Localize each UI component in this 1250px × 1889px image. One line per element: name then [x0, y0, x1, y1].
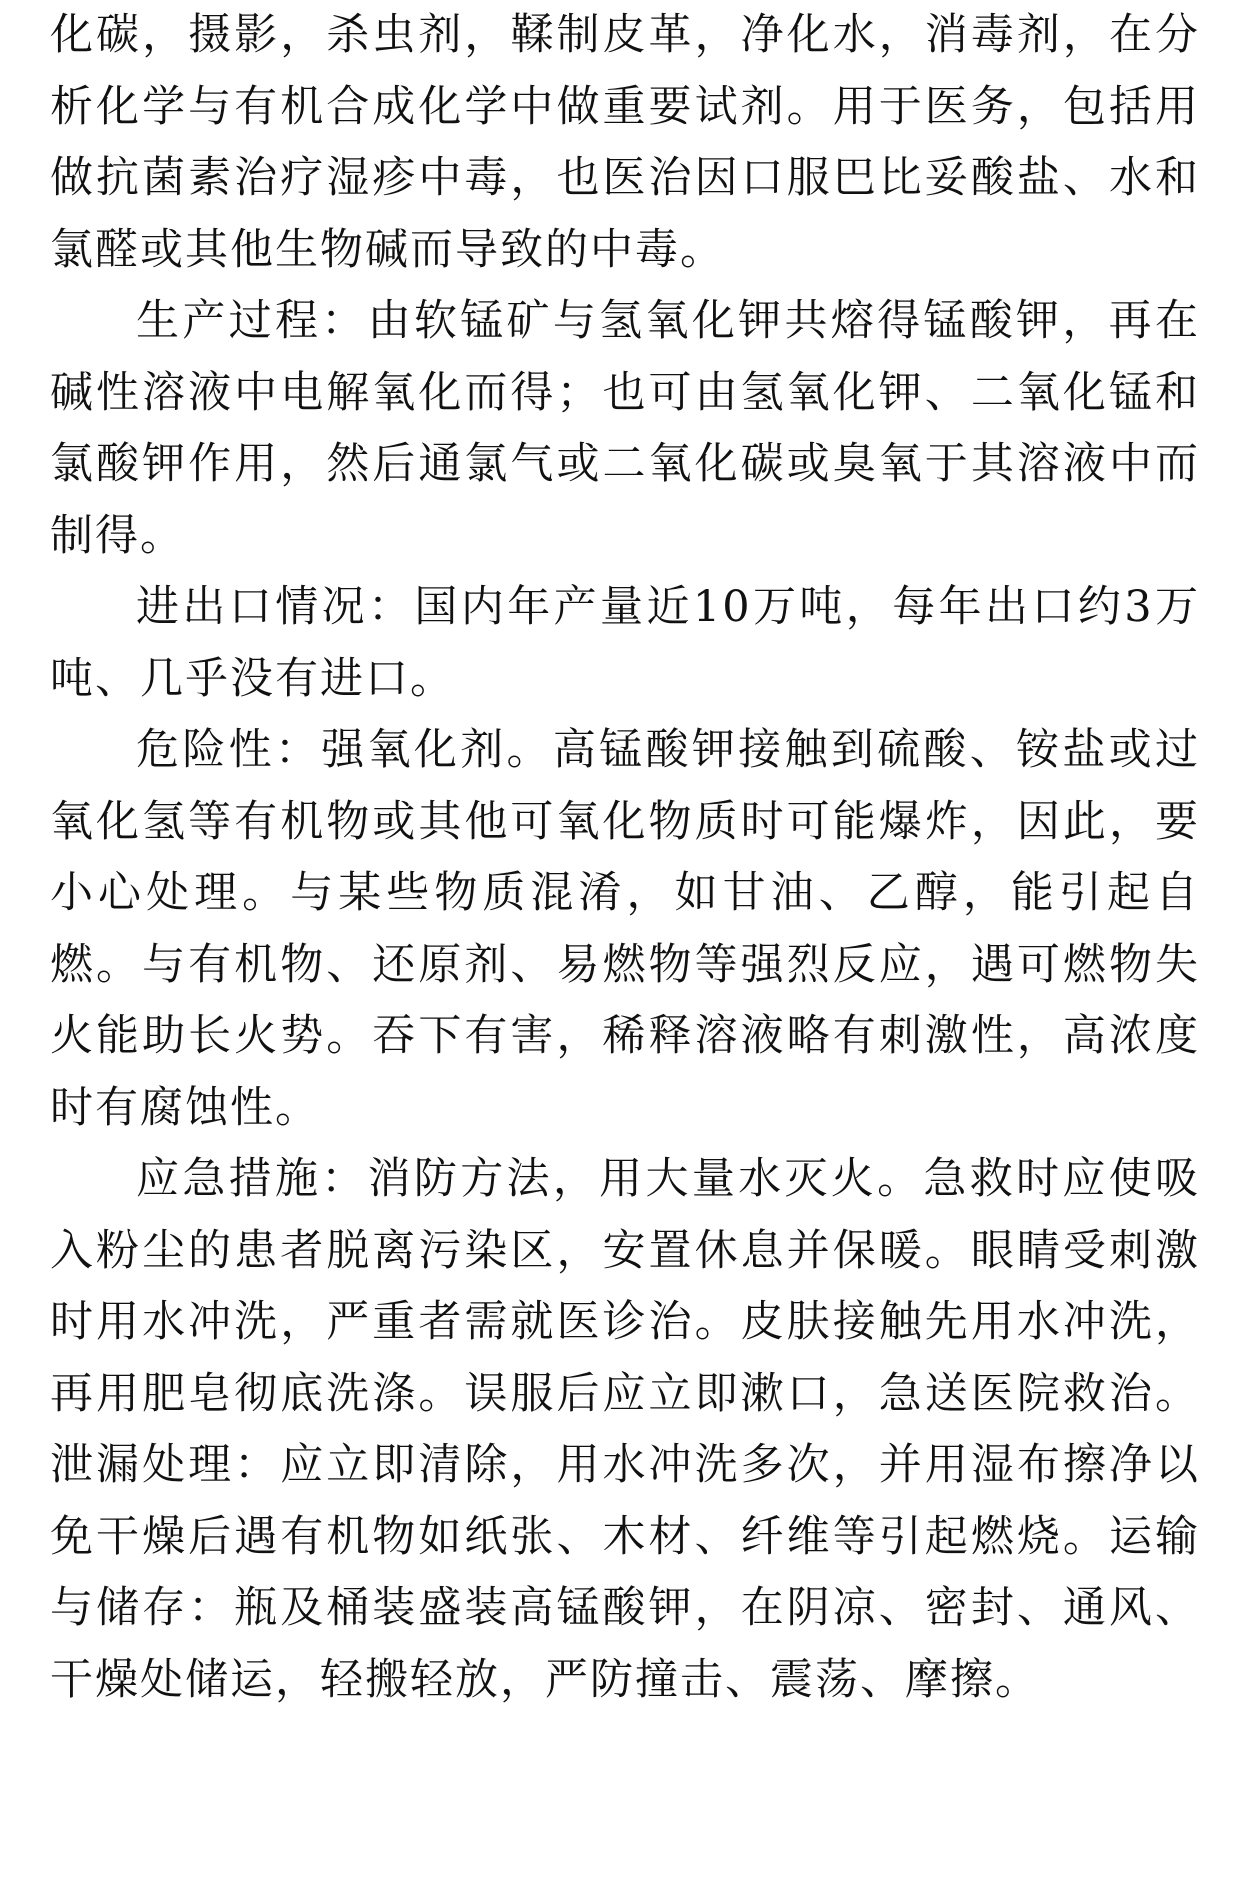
paragraph-hazards: 危险性：强氧化剂。高锰酸钾接触到硫酸、铵盐或过氧化氢等有机物或其他可氧化物质时可能爆炸，因此，要小心处理。与某些物质混淆，如甘油、乙醇，能引起自燃。与有机物、还原剂、易燃物等强烈反应，遇可燃物失火能助长火势。吞下有害，稀释溶液略有刺激性，高浓度时有腐蚀性。	[50, 725, 1200, 1133]
paragraph-production-process: 生产过程：由软锰矿与氢氧化钾共熔得锰酸钾，再在碱性溶液中电解氧化而得；也可由氢氧化钾、二氧化锰和氯酸钾作用，然后通氯气或二氧化碳或臭氧于其溶液中而制得。	[50, 296, 1200, 561]
document-page	[50, 0, 1200, 1716]
paragraph-emergency-measures: 应急措施：消防方法，用大量水灭火。急救时应使吸入粉尘的患者脱离污染区，安置休息并保暖。眼睛受刺激时用水冲洗，严重者需就医诊治。皮肤接触先用水冲洗，再用肥皂彻底洗涤。误服后应立即漱口，急送医院救治。泄漏处理：应立即清除，用水冲洗多次，并用湿布擦净以免干燥后遇有机物如纸张、木材、纤维等引起燃烧。运输与储存：瓶及桶装盛装高锰酸钾，在阴凉、密封、通风、干燥处储运，轻搬轻放，严防撞击、震荡、摩擦。	[50, 1154, 1200, 1705]
paragraph-uses-continued: 化碳，摄影，杀虫剂，鞣制皮革，净化水，消毒剂，在分析化学与有机合成化学中做重要试剂。用于医务，包括用做抗菌素治疗湿疹中毒，也医治因口服巴比妥酸盐、水和氯醛或其他生物碱而导致的中毒。	[50, 10, 1200, 275]
paragraph-import-export: 进出口情况：国内年产量近10万吨，每年出口约3万吨、几乎没有进口。	[50, 582, 1200, 704]
